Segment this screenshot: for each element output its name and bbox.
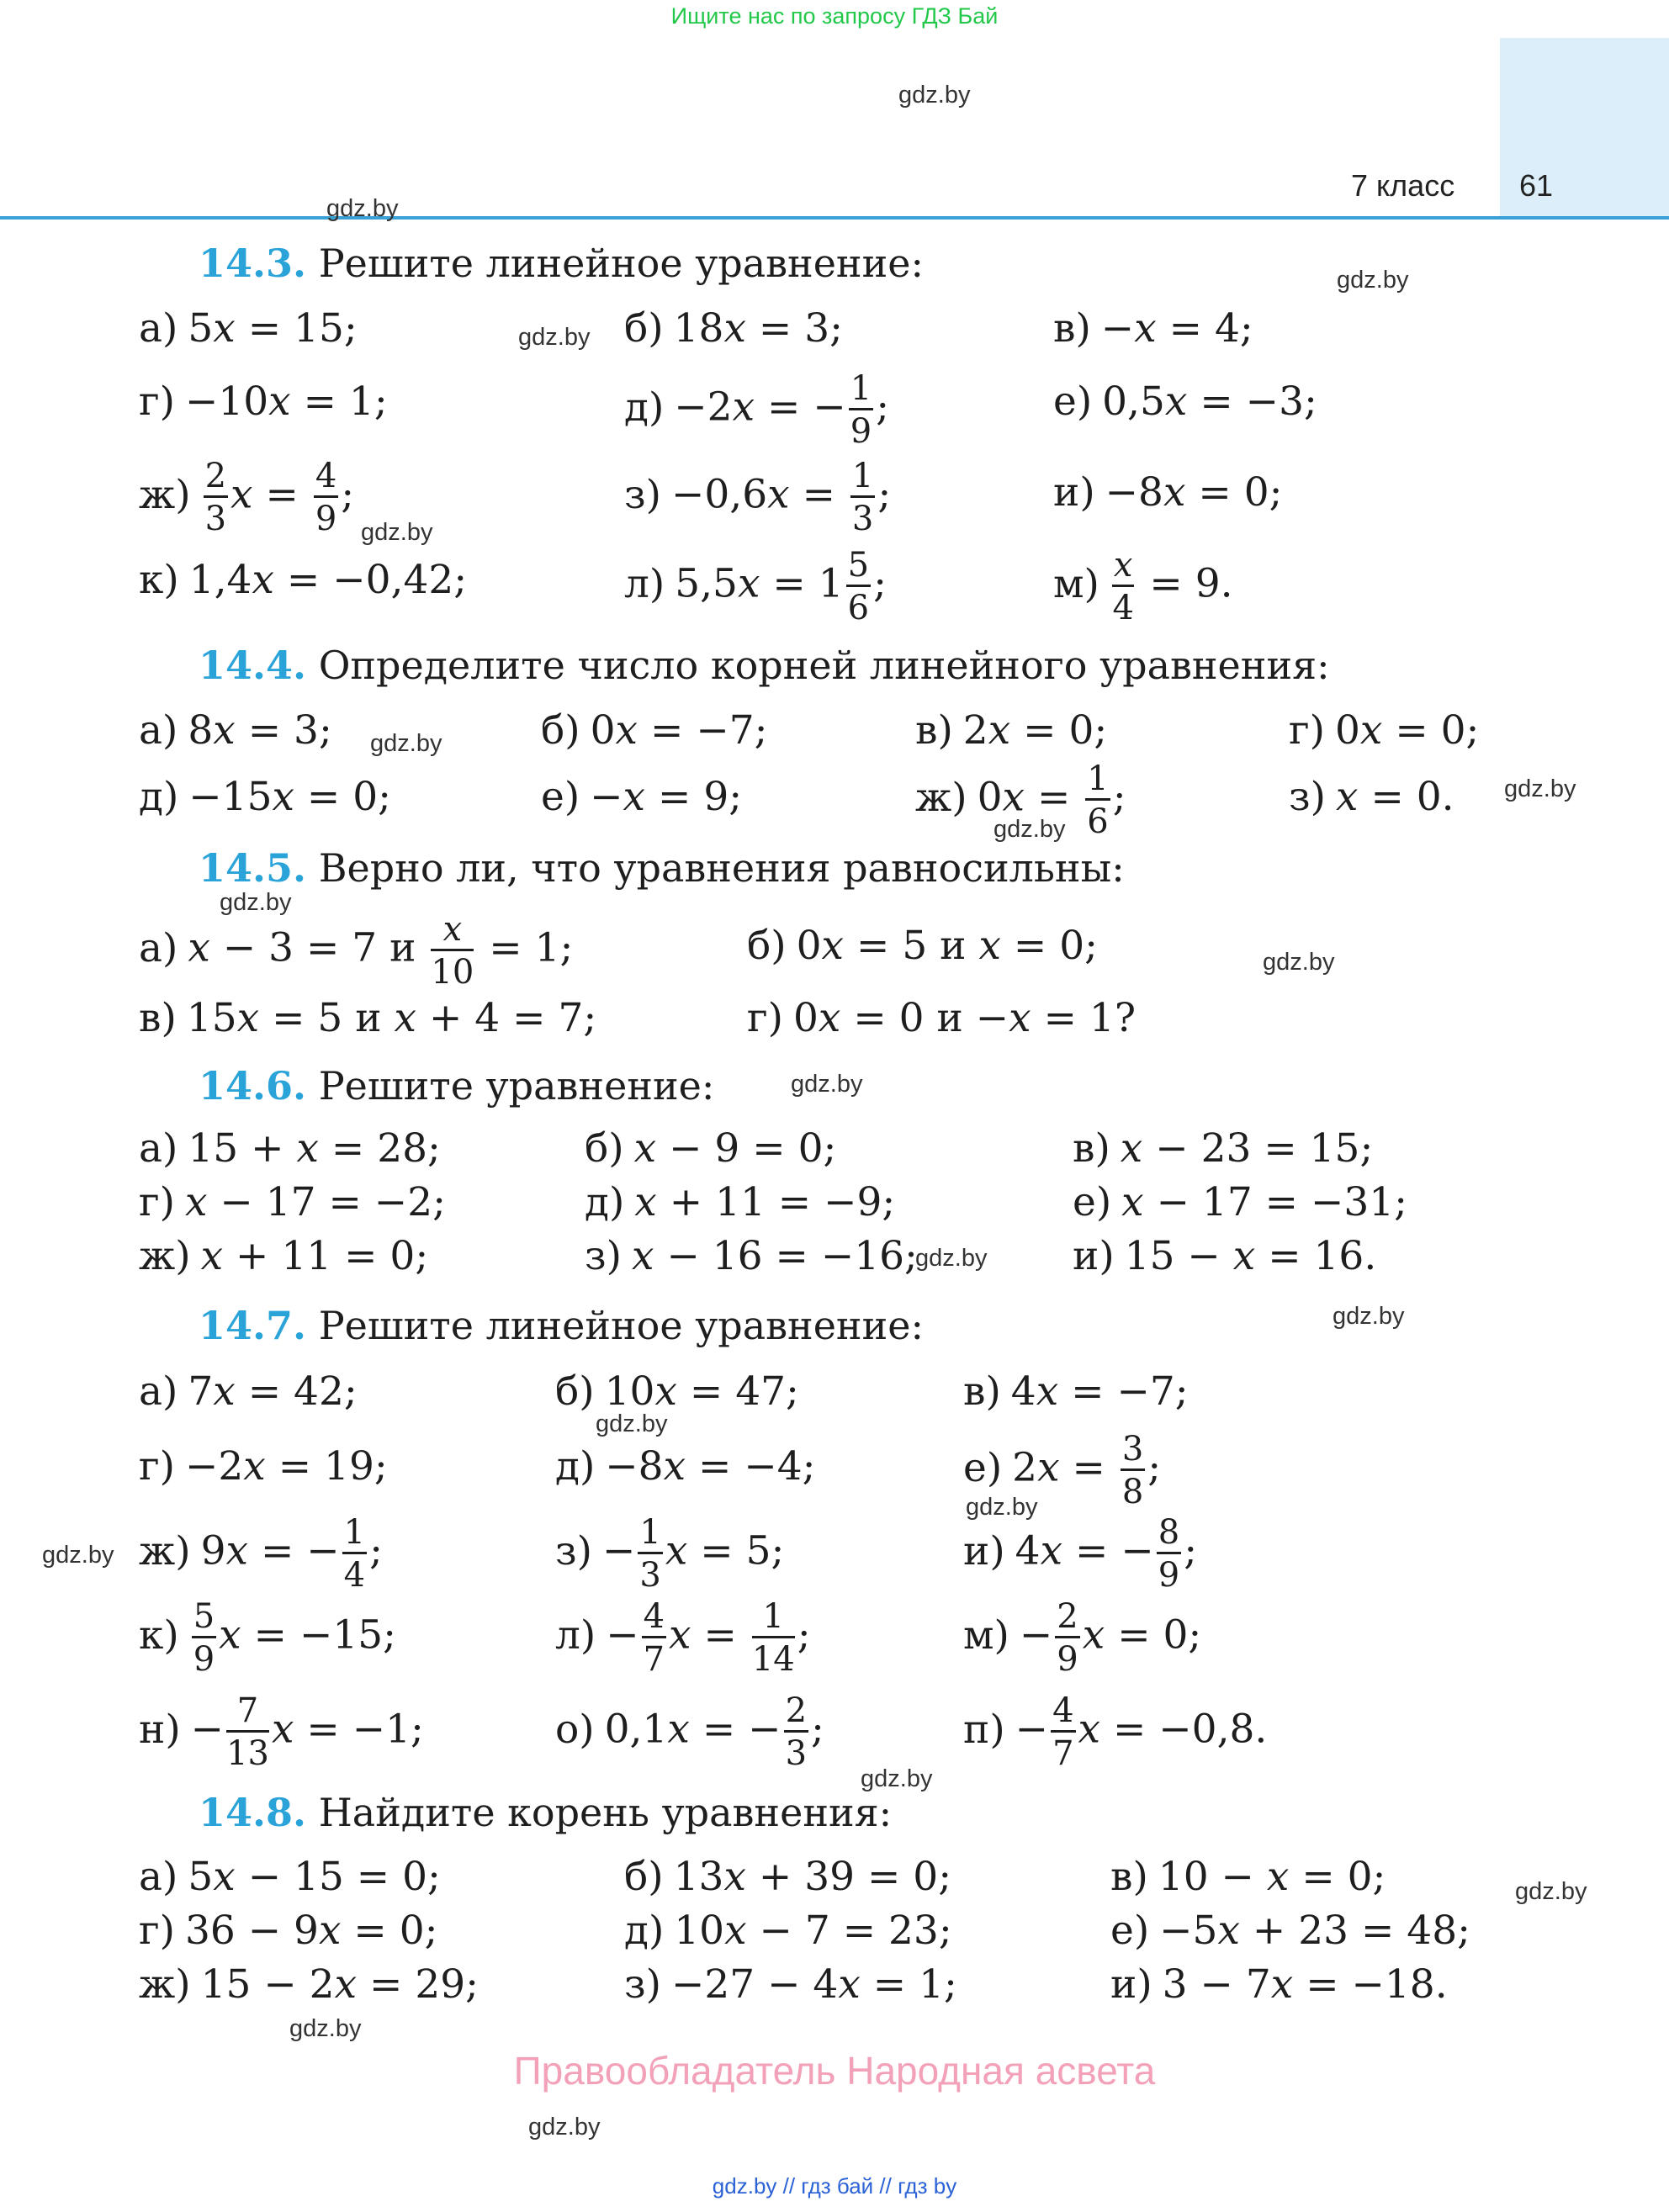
item-14-8-z: з) −27 − 4x = 1; bbox=[624, 1961, 957, 2008]
item-14-3-zh: ж) $\frac{2}{3}$ x = $\frac{4}{9}$ ; bbox=[139, 457, 355, 538]
grade-label: 7 класс bbox=[1351, 168, 1455, 203]
item-14-8-a: а) 5x − 15 = 0; bbox=[139, 1854, 441, 1900]
item-14-3-v: в) −x = 4; bbox=[1053, 305, 1253, 352]
watermark: gdz.by bbox=[791, 1071, 863, 1098]
item-14-6-e: е) x − 17 = −31; bbox=[1073, 1179, 1408, 1225]
item-14-7-o: о) 0,1x = − $\frac{2}{3}$ ; bbox=[555, 1691, 824, 1773]
item-14-7-d: д) −8x = −4; bbox=[555, 1443, 816, 1490]
watermark: gdz.by bbox=[966, 1494, 1038, 1521]
item-14-5-v: в) 15x = 5 и x + 4 = 7; bbox=[139, 995, 597, 1041]
item-14-3-i: и) −8x = 0; bbox=[1053, 469, 1283, 516]
item-14-3-e: е) 0,5x = −3; bbox=[1053, 378, 1317, 425]
watermark: gdz.by bbox=[518, 324, 591, 351]
watermark: gdz.by bbox=[596, 1410, 668, 1437]
watermark: gdz.by bbox=[528, 2114, 601, 2141]
item-14-8-i: и) 3 − 7x = −18. bbox=[1110, 1961, 1448, 2008]
watermark: gdz.by bbox=[1515, 1878, 1587, 1905]
item-14-4-d: д) −15x = 0; bbox=[139, 774, 391, 820]
item-14-8-d: д) 10x − 7 = 23; bbox=[624, 1908, 952, 1954]
item-14-6-zh: ж) x + 11 = 0; bbox=[139, 1233, 429, 1279]
item-14-3-a: а) 5x = 15; bbox=[139, 305, 358, 352]
exercise-instruction: Решите уравнение: bbox=[318, 1063, 715, 1109]
item-14-7-g: г) −2x = 19; bbox=[139, 1443, 388, 1490]
top-banner[interactable]: Ищите нас по запросу ГДЗ Бай bbox=[670, 3, 999, 29]
watermark: gdz.by bbox=[993, 816, 1066, 843]
item-14-6-i: и) 15 − x = 16. bbox=[1073, 1233, 1377, 1279]
item-14-3-k: к) 1,4x = −0,42; bbox=[139, 557, 468, 603]
item-14-7-e: е) 2x = $\frac{3}{8}$ ; bbox=[963, 1430, 1162, 1511]
watermark: gdz.by bbox=[370, 730, 442, 757]
item-14-3-l: л) 5,5x = 1 $\frac{5}{6}$ ; bbox=[624, 546, 887, 627]
item-14-6-a: а) 15 + x = 28; bbox=[139, 1125, 441, 1172]
exercise-number: 14.4. bbox=[199, 643, 307, 688]
exercise-instruction: Решите линейное уравнение: bbox=[318, 241, 924, 286]
watermark: gdz.by bbox=[1337, 267, 1409, 294]
item-14-8-e: е) −5x + 23 = 48; bbox=[1110, 1908, 1470, 1954]
item-14-7-l: л) − $\frac{4}{7}$ x = $\frac{1}{14}$ ; bbox=[555, 1597, 811, 1679]
exercise-number: 14.3. bbox=[199, 241, 307, 286]
exercise-instruction: Определите число корней линейного уравнения: bbox=[318, 643, 1330, 688]
item-14-5-b: б) 0x = 5 и x = 0; bbox=[747, 923, 1098, 969]
exercise-instruction: Верно ли, что уравнения равносильны: bbox=[318, 845, 1125, 891]
item-14-6-z: з) x − 16 = −16; bbox=[585, 1233, 918, 1279]
item-14-7-z: з) − $\frac{1}{3}$ x = 5; bbox=[555, 1513, 785, 1595]
item-14-7-n: н) − $\frac{7}{13}$ x = −1; bbox=[139, 1691, 424, 1773]
exercise-14-8-title bbox=[199, 1790, 892, 1835]
item-14-5-g: г) 0x = 0 и −x = 1? bbox=[747, 995, 1137, 1041]
exercise-instruction: Решите линейное уравнение: bbox=[318, 1303, 924, 1348]
item-14-3-d: д) −2x = − $\frac{1}{9}$ ; bbox=[624, 369, 890, 451]
exercise-number: 14.6. bbox=[199, 1063, 307, 1109]
copyright-notice: Правообладатель Народная асвета bbox=[513, 2049, 1156, 2093]
item-14-7-zh: ж) 9x = − $\frac{1}{4}$ ; bbox=[139, 1513, 383, 1595]
watermark: gdz.by bbox=[861, 1765, 933, 1792]
item-14-7-v: в) 4x = −7; bbox=[963, 1368, 1189, 1415]
item-14-4-v: в) 2x = 0; bbox=[915, 707, 1108, 754]
watermark: gdz.by bbox=[898, 82, 971, 108]
watermark: gdz.by bbox=[915, 1245, 988, 1272]
watermark: gdz.by bbox=[326, 195, 399, 222]
item-14-7-m: м) − $\frac{2}{9}$ x = 0; bbox=[963, 1597, 1202, 1679]
item-14-6-v: в) x − 23 = 15; bbox=[1073, 1125, 1374, 1172]
watermark: gdz.by bbox=[1333, 1303, 1405, 1330]
exercise-number: 14.8. bbox=[199, 1790, 307, 1835]
exercise-14-6-title bbox=[199, 1063, 714, 1109]
item-14-6-d: д) x + 11 = −9; bbox=[585, 1179, 896, 1225]
item-14-8-v: в) 10 − x = 0; bbox=[1110, 1854, 1386, 1900]
exercise-instruction: Найдите корень уравнения: bbox=[318, 1790, 893, 1835]
item-14-3-m: м) $\frac{x}{4}$ = 9. bbox=[1053, 546, 1233, 627]
item-14-4-z: з) x = 0. bbox=[1289, 774, 1454, 820]
item-14-3-z: з) −0,6x = $\frac{1}{3}$ ; bbox=[624, 457, 892, 538]
page-number: 61 bbox=[1519, 168, 1554, 203]
watermark: gdz.by bbox=[42, 1542, 114, 1569]
watermark: gdz.by bbox=[220, 889, 292, 916]
item-14-3-b: б) 18x = 3; bbox=[624, 305, 843, 352]
item-14-3-g: г) −10x = 1; bbox=[139, 378, 388, 425]
item-14-8-zh: ж) 15 − 2x = 29; bbox=[139, 1961, 479, 2008]
item-14-4-g: г) 0x = 0; bbox=[1289, 707, 1480, 754]
footer-links[interactable]: gdz.by // гдз бай // гдз by bbox=[712, 2173, 957, 2199]
exercise-number: 14.5. bbox=[199, 845, 307, 891]
watermark: gdz.by bbox=[1263, 949, 1335, 976]
item-14-7-b: б) 10x = 47; bbox=[555, 1368, 799, 1415]
exercise-14-4-title bbox=[199, 643, 1330, 688]
exercise-number: 14.7. bbox=[199, 1303, 307, 1348]
item-14-4-b: б) 0x = −7; bbox=[541, 707, 768, 754]
item-14-7-i: и) 4x = − $\frac{8}{9}$ ; bbox=[963, 1513, 1198, 1595]
item-14-8-g: г) 36 − 9x = 0; bbox=[139, 1908, 438, 1954]
watermark: gdz.by bbox=[289, 2015, 362, 2042]
item-14-7-a: а) 7x = 42; bbox=[139, 1368, 358, 1415]
item-14-7-k: к) $\frac{5}{9}$ x = −15; bbox=[139, 1597, 396, 1679]
watermark: gdz.by bbox=[361, 519, 433, 546]
header-rule bbox=[0, 216, 1669, 220]
item-14-7-p: п) − $\frac{4}{7}$ x = −0,8. bbox=[963, 1691, 1268, 1773]
watermark: gdz.by bbox=[1504, 775, 1576, 802]
exercise-14-7-title bbox=[199, 1303, 924, 1348]
item-14-4-e: е) −x = 9; bbox=[541, 774, 743, 820]
item-14-6-b: б) x − 9 = 0; bbox=[585, 1125, 837, 1172]
item-14-5-a: а) x − 3 = 7 и $\frac{x}{10}$ = 1; bbox=[139, 910, 574, 992]
exercise-14-5-title bbox=[199, 845, 1125, 891]
item-14-4-a: а) 8x = 3; bbox=[139, 707, 332, 754]
item-14-6-g: г) x − 17 = −2; bbox=[139, 1179, 446, 1225]
exercise-14-3-title bbox=[199, 241, 924, 286]
item-14-8-b: б) 13x + 39 = 0; bbox=[624, 1854, 952, 1900]
item-14-4-zh: ж) 0x = $\frac{1}{6}$ ; bbox=[915, 759, 1126, 841]
